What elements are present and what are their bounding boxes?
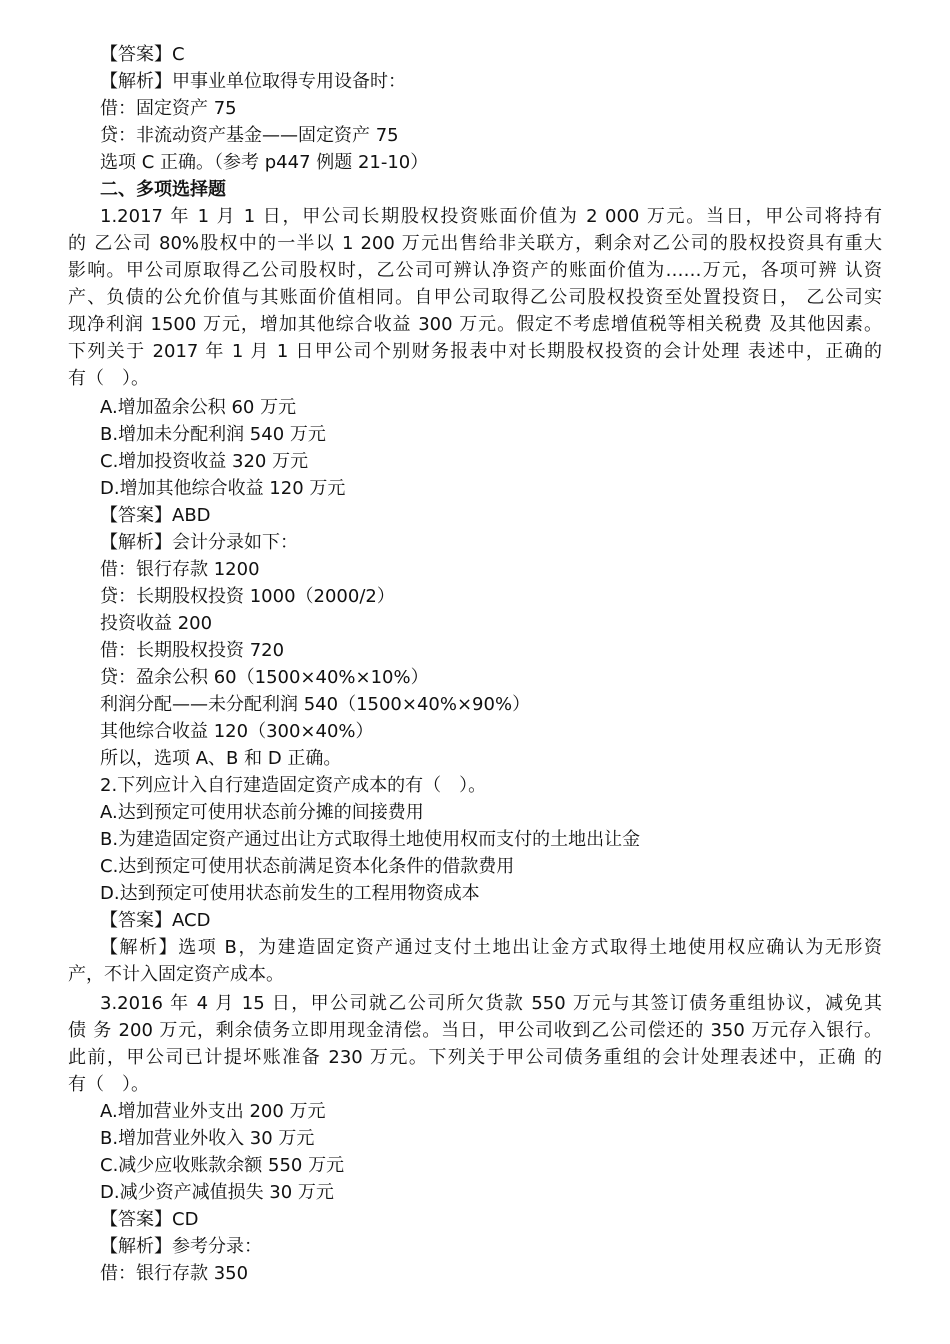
entry-line: 投资收益 200 — [100, 613, 213, 634]
entry-line: 其他综合收益 120（300×40%） — [100, 721, 374, 742]
question-text-line: 有（ ）。 — [68, 368, 149, 389]
question-text-line: 2.下列应计入自行建造固定资产成本的有（ ）。 — [100, 775, 487, 796]
entry-line: 利润分配——未分配利润 540（1500×40%×90%） — [100, 694, 531, 715]
question-text-line: 现净利润 1500 万元，增加其他综合收益 300 万元。假定不考虑增值税等相关税费 及其他因素。 — [68, 314, 882, 335]
answer-line: 【答案】ABD — [100, 505, 211, 526]
option-line: B.增加未分配利润 540 万元 — [100, 424, 326, 445]
question-text-line: 下列关于 2017 年 1 月 1 日甲公司个别财务报表中对长期股权投资的会计处理 表述中，正确的 — [68, 341, 882, 362]
text-line: 选项 C 正确。（参考 p447 例题 21-10） — [100, 152, 429, 173]
option-line: A.增加营业外支出 200 万元 — [100, 1101, 326, 1122]
question-text-line: 债 务 200 万元，剩余债务立即用现金清偿。当日，甲公司收到乙公司偿还的 350 万元存入银行。 — [68, 1020, 882, 1041]
option-line: D.达到预定可使用状态前发生的工程用物资成本 — [100, 883, 480, 904]
option-line: C.达到预定可使用状态前满足资本化条件的借款费用 — [100, 856, 515, 877]
section-heading: 二、多项选择题 — [100, 179, 226, 200]
analysis-line: 【解析】参考分录： — [100, 1236, 262, 1257]
answer-line: 【答案】ACD — [100, 910, 211, 931]
option-line: C.增加投资收益 320 万元 — [100, 451, 309, 472]
entry-line: 借：银行存款 1200 — [100, 559, 260, 580]
entry-line: 借：银行存款 350 — [100, 1263, 249, 1284]
answer-line: 【答案】CD — [100, 1209, 199, 1230]
entry-line: 贷：长期股权投资 1000（2000/2） — [100, 586, 395, 607]
question-text-line: 此前，甲公司已计提坏账准备 230 万元。下列关于甲公司债务重组的会计处理表述中，正确 的 — [68, 1047, 882, 1068]
question-text-line: 的 乙公司 80%股权中的一半以 1 200 万元出售给非关联方，剩余对乙公司的股权投资具有重大 — [68, 233, 882, 254]
entry-line: 贷：盈余公积 60（1500×40%×10%） — [100, 667, 429, 688]
question-text-line: 3.2016 年 4 月 15 日，甲公司就乙公司所欠货款 550 万元与其签订债务重组协议，减免其 — [100, 993, 882, 1014]
question-text-line: 1.2017 年 1 月 1 日，甲公司长期股权投资账面价值为 2 000 万元。当日，甲公司将持有 — [100, 206, 882, 227]
option-line: B.为建造固定资产通过出让方式取得土地使用权而支付的土地出让金 — [100, 829, 641, 850]
question-text-line: 影响。甲公司原取得乙公司股权时，乙公司可辨认净资产的账面价值为……万元，各项可辨 认资 — [68, 260, 882, 281]
analysis-line: 产，不计入固定资产成本。 — [68, 964, 284, 985]
entry-line: 借：固定资产 75 — [100, 98, 237, 119]
analysis-line: 【解析】会计分录如下： — [100, 532, 298, 553]
text-line: 所以，选项 A、B 和 D 正确。 — [100, 748, 342, 769]
option-line: A.增加盈余公积 60 万元 — [100, 397, 297, 418]
option-line: D.减少资产减值损失 30 万元 — [100, 1182, 334, 1203]
entry-line: 贷：非流动资产基金——固定资产 75 — [100, 125, 399, 146]
option-line: B.增加营业外收入 30 万元 — [100, 1128, 315, 1149]
question-text-line: 产、负债的公允价值与其账面价值相同。自甲公司取得乙公司股权投资至处置投资日， 乙公司实 — [68, 287, 882, 308]
option-line: C.减少应收账款余额 550 万元 — [100, 1155, 345, 1176]
entry-line: 借：长期股权投资 720 — [100, 640, 285, 661]
analysis-line: 【解析】甲事业单位取得专用设备时： — [100, 71, 406, 92]
answer-line: 【答案】C — [100, 44, 185, 65]
analysis-line: 【解析】选项 B，为建造固定资产通过支付土地出让金方式取得土地使用权应确认为无形资 — [100, 937, 882, 958]
option-line: A.达到预定可使用状态前分摊的间接费用 — [100, 802, 424, 823]
question-text-line: 有（ ）。 — [68, 1074, 149, 1095]
option-line: D.增加其他综合收益 120 万元 — [100, 478, 346, 499]
